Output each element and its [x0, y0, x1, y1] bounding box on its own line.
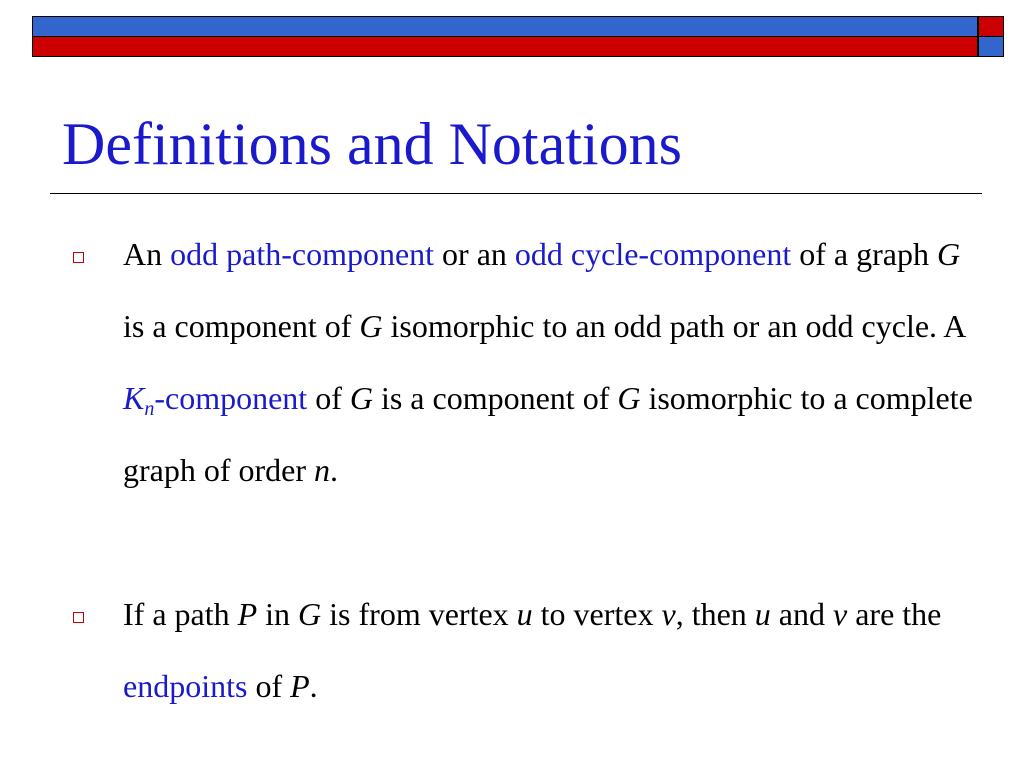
- term-odd-cycle-component: odd cycle-component: [514, 236, 792, 272]
- math-variable: n: [314, 452, 331, 488]
- math-variable: P: [237, 596, 258, 632]
- math-variable: G: [349, 380, 373, 416]
- text: An: [123, 236, 171, 272]
- text: -component: [154, 380, 308, 416]
- text: , then: [675, 596, 755, 632]
- term-odd-path-component: odd path-component: [170, 236, 435, 272]
- text: of: [247, 668, 291, 704]
- square-bullet-icon: [73, 612, 84, 623]
- text: of a graph: [791, 236, 937, 272]
- term-kn-component: [123, 380, 308, 420]
- square-bullet-icon: [73, 252, 84, 263]
- text: .: [309, 668, 318, 704]
- math-variable: v: [833, 596, 848, 632]
- math-variable: u: [754, 596, 771, 632]
- text: and: [770, 596, 833, 632]
- text: .: [330, 452, 339, 488]
- bullet-paragraph-1: [123, 218, 983, 506]
- math-variable: v: [661, 596, 676, 632]
- title-divider: [50, 193, 982, 194]
- text: or an: [434, 236, 515, 272]
- term-endpoints: endpoints: [123, 668, 248, 704]
- text: is from vertex: [321, 596, 517, 632]
- math-variable: u: [516, 596, 533, 632]
- math-variable: G: [359, 308, 383, 344]
- banner-red-square: [978, 16, 1004, 37]
- text: is a component of: [123, 308, 360, 344]
- math-variable: P: [290, 668, 310, 704]
- math-variable: G: [936, 236, 961, 272]
- math-variable: G: [298, 596, 322, 632]
- text: to vertex: [532, 596, 662, 632]
- bullet-paragraph-2: [123, 578, 983, 722]
- math-variable: G: [617, 380, 641, 416]
- header-banner: [32, 16, 1004, 58]
- math-variable: K: [123, 380, 145, 416]
- math-subscript: n: [144, 398, 155, 420]
- banner-blue-bar: [32, 16, 978, 37]
- text: in: [257, 596, 299, 632]
- text: If a path: [123, 596, 238, 632]
- banner-blue-square: [978, 36, 1004, 57]
- text: isomorphic to a complete graph of order: [123, 380, 973, 488]
- text: is a component of: [372, 380, 618, 416]
- text: are the: [847, 596, 942, 632]
- banner-red-bar: [32, 36, 978, 57]
- text: of: [307, 380, 350, 416]
- text: isomorphic to an odd path or an odd cycle. A: [382, 308, 965, 344]
- slide-title: Definitions and Notations: [62, 111, 682, 177]
